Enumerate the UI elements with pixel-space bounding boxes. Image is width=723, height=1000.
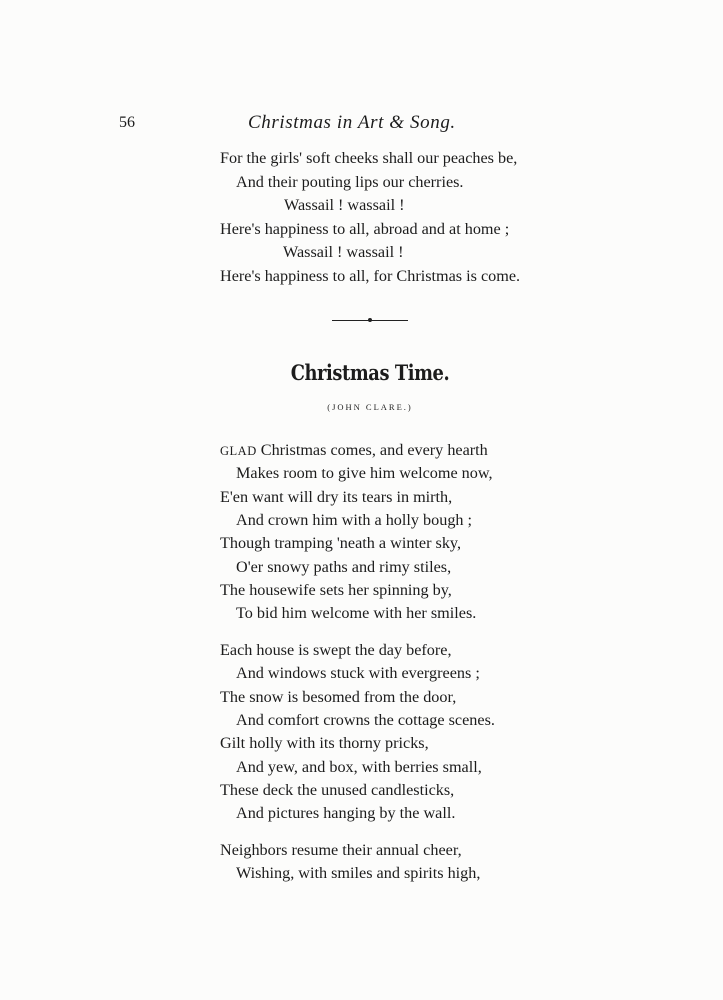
verse-line: Neighbors resume their annual cheer, — [220, 841, 462, 859]
verse-line: Here's happiness to all, for Christmas is come. — [220, 267, 521, 285]
verse-line: The housewife sets her spinning by, — [220, 581, 452, 599]
drop-word: GLAD — [220, 444, 257, 458]
verse-line: To bid him welcome with her smiles. — [236, 604, 477, 622]
verse-line: Makes room to give him welcome now, — [236, 464, 493, 482]
verse-line — [220, 440, 488, 461]
verse-line: Each house is swept the day before, — [220, 641, 452, 659]
verse-line: Wishing, with smiles and spirits high, — [236, 864, 481, 882]
verse-line: E'en want will dry its tears in mirth, — [220, 488, 453, 506]
verse-line: These deck the unused candlesticks, — [220, 781, 455, 799]
verse-line: And windows stuck with evergreens ; — [236, 664, 480, 682]
verse-line: Gilt holly with its thorny pricks, — [220, 734, 429, 752]
verse-line: Though tramping 'neath a winter sky, — [220, 534, 462, 552]
verse-text: Christmas comes, and every hearth — [256, 441, 488, 459]
verse-line: And comfort crowns the cottage scenes. — [236, 711, 495, 729]
verse-line: And pictures hanging by the wall. — [236, 804, 456, 822]
verse-line: Wassail ! wassail ! — [283, 243, 404, 261]
verse-line: For the girls' soft cheeks shall our peaches be, — [220, 149, 518, 167]
verse-line: Here's happiness to all, abroad and at home ; — [220, 220, 510, 238]
running-title: Christmas in Art & Song. — [248, 112, 456, 133]
divider-ornament — [368, 318, 372, 322]
page-number: 56 — [119, 114, 135, 131]
verse-line: The snow is besomed from the door, — [220, 688, 457, 706]
verse-line: And their pouting lips our cherries. — [236, 173, 464, 191]
verse-line: And yew, and box, with berries small, — [236, 758, 482, 776]
poem-title: Christmas Time. — [290, 360, 450, 385]
poem-author: (JOHN CLARE.) — [327, 402, 413, 412]
verse-line: O'er snowy paths and rimy stiles, — [236, 558, 452, 576]
verse-line: And crown him with a holly bough ; — [236, 511, 473, 529]
verse-line: Wassail ! wassail ! — [284, 196, 405, 214]
